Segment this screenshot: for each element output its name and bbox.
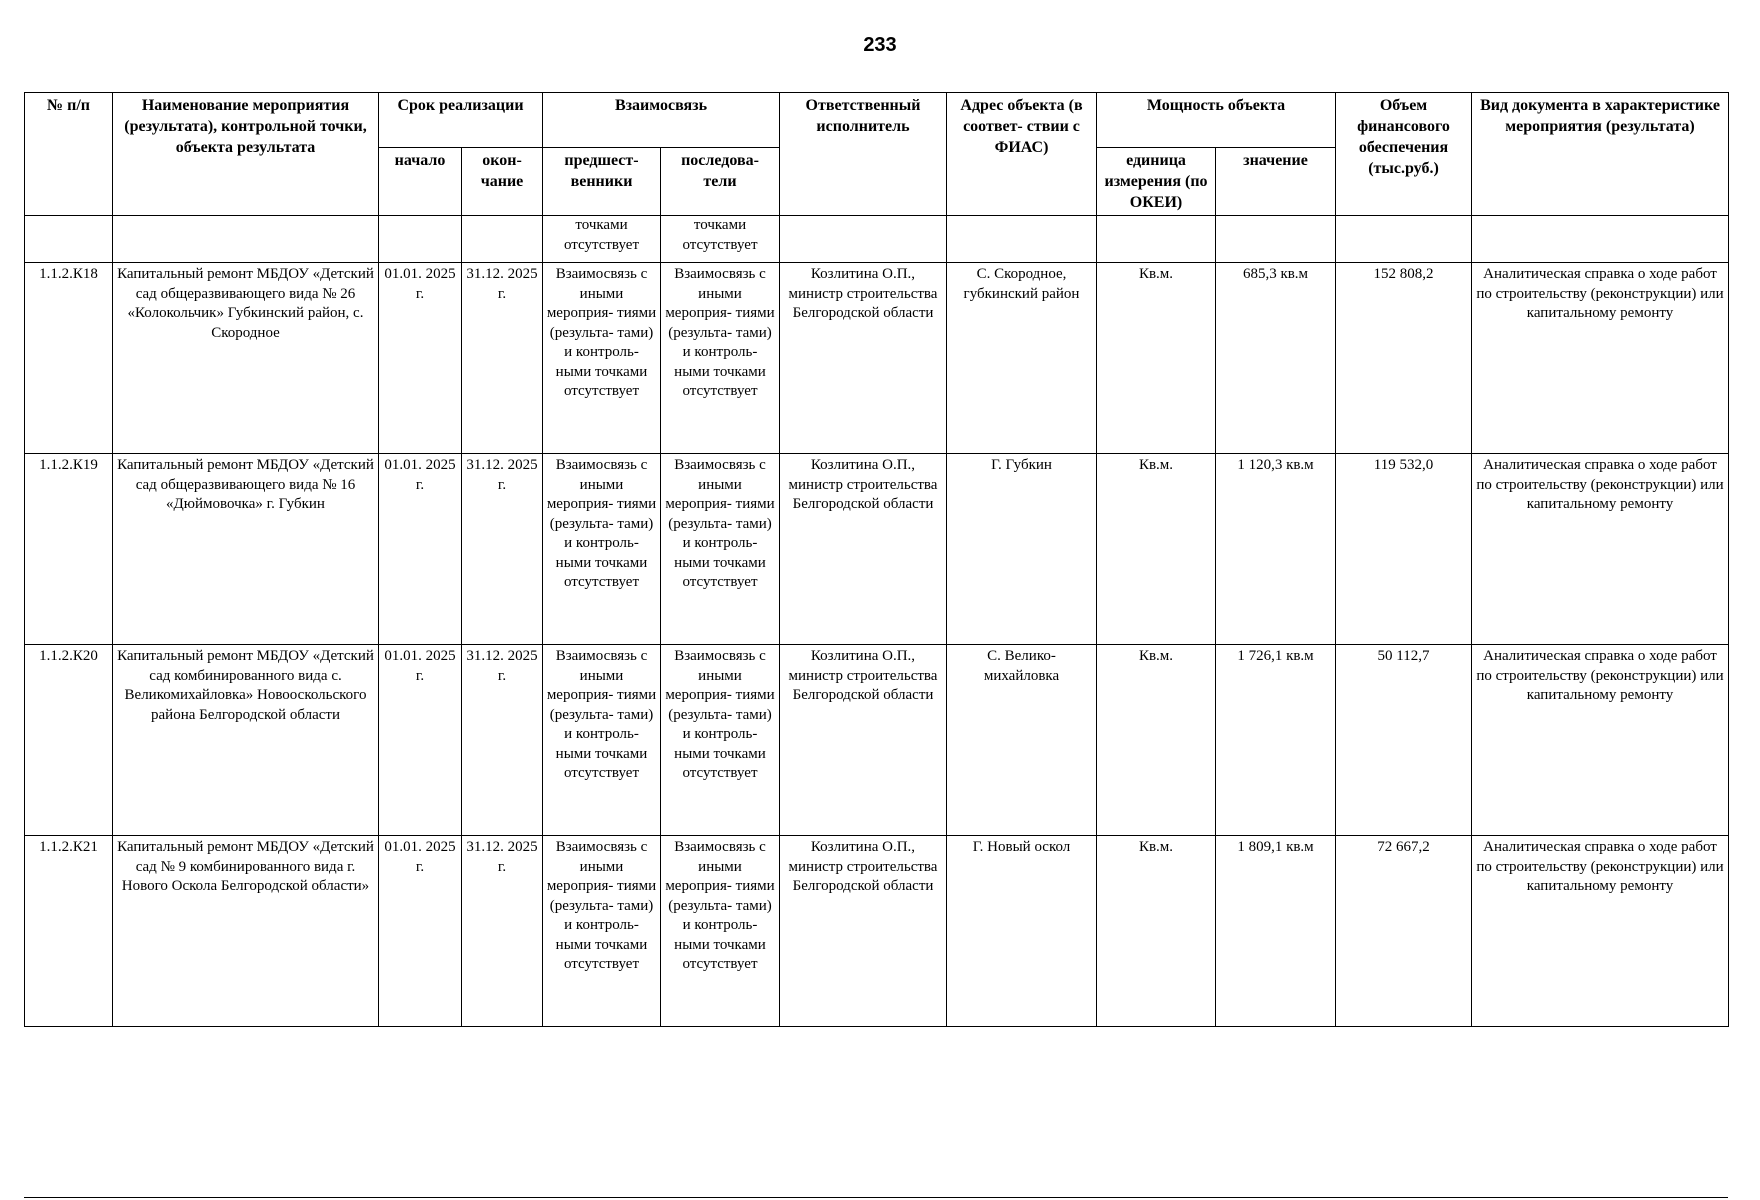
row-funding: 50 112,7: [1336, 645, 1472, 836]
row-name: Капитальный ремонт МБДОУ «Детский сад № 9 комбинированного вида г. Нового Оскола Белгородской области»: [113, 836, 379, 1027]
row-responsible: Козлитина О.П., министр строительства Белгородской области: [780, 454, 947, 645]
row-prev: Взаимосвязь с иными мероприя- тиями (результа- тами) и контроль- ными точками отсутствует: [543, 263, 661, 454]
header-relation-next: последова- тели: [661, 148, 780, 216]
page-number: 233: [863, 34, 897, 56]
row-responsible: Козлитина О.П., министр строительства Белгородской области: [780, 836, 947, 1027]
row-value: 1 809,1 кв.м: [1216, 836, 1336, 1027]
header-capacity-unit: единица измерения (по ОКЕИ): [1097, 148, 1216, 216]
row-id: 1.1.2.К19: [25, 454, 113, 645]
row-doc: Аналитическая справка о ходе работ по строительству (реконструкции) или капитальному ремонту: [1472, 836, 1729, 1027]
table-row: [25, 263, 1729, 454]
continuation-prev: точками отсутствует: [543, 216, 661, 263]
header-name: Наименование мероприятия (результата), контрольной точки, объекта результата: [113, 93, 379, 216]
row-name: Капитальный ремонт МБДОУ «Детский сад общеразвивающего вида № 16 «Дюймовочка» г. Губкин: [113, 454, 379, 645]
row-unit: Кв.м.: [1097, 263, 1216, 454]
table-header: [25, 93, 1729, 216]
bottom-rule: [24, 1197, 1728, 1198]
row-address: Г. Губкин: [947, 454, 1097, 645]
row-value: 1 120,3 кв.м: [1216, 454, 1336, 645]
row-responsible: Козлитина О.П., министр строительства Белгородской области: [780, 645, 947, 836]
header-doc-type: Вид документа в характеристике мероприятия (результата): [1472, 93, 1729, 216]
row-next: Взаимосвязь с иными мероприя- тиями (результа- тами) и контроль- ными точками отсутствует: [661, 454, 780, 645]
row-funding: 152 808,2: [1336, 263, 1472, 454]
header-term: Срок реализации: [379, 93, 543, 148]
row-name: Капитальный ремонт МБДОУ «Детский сад общеразвивающего вида № 26 «Колокольчик» Губкинский район, с. Скородное: [113, 263, 379, 454]
row-unit: Кв.м.: [1097, 836, 1216, 1027]
row-end: 31.12. 2025 г.: [462, 263, 543, 454]
table-row: [25, 645, 1729, 836]
row-value: 1 726,1 кв.м: [1216, 645, 1336, 836]
row-address: Г. Новый оскол: [947, 836, 1097, 1027]
row-start: 01.01. 2025 г.: [379, 645, 462, 836]
row-name: Капитальный ремонт МБДОУ «Детский сад комбинированного вида с. Великомихайловка» Новооскольского района Белгородской области: [113, 645, 379, 836]
continuation-next: точками отсутствует: [661, 216, 780, 263]
row-next: Взаимосвязь с иными мероприя- тиями (результа- тами) и контроль- ными точками отсутствует: [661, 645, 780, 836]
row-funding: 72 667,2: [1336, 836, 1472, 1027]
row-doc: Аналитическая справка о ходе работ по строительству (реконструкции) или капитальному ремонту: [1472, 454, 1729, 645]
row-id: 1.1.2.К18: [25, 263, 113, 454]
row-responsible: Козлитина О.П., министр строительства Белгородской области: [780, 263, 947, 454]
header-address: Адрес объекта (в соответ- ствии с ФИАС): [947, 93, 1097, 216]
row-end: 31.12. 2025 г.: [462, 645, 543, 836]
row-unit: Кв.м.: [1097, 645, 1216, 836]
header-funding: Объем финансового обеспечения (тыс.руб.): [1336, 93, 1472, 216]
row-doc: Аналитическая справка о ходе работ по строительству (реконструкции) или капитальному ремонту: [1472, 645, 1729, 836]
row-next: Взаимосвязь с иными мероприя- тиями (результа- тами) и контроль- ными точками отсутствует: [661, 836, 780, 1027]
row-next: Взаимосвязь с иными мероприя- тиями (результа- тами) и контроль- ными точками отсутствует: [661, 263, 780, 454]
header-capacity: Мощность объекта: [1097, 93, 1336, 148]
activities-table: [24, 92, 1729, 1027]
row-address: С. Велико- михайловка: [947, 645, 1097, 836]
continuation-row: [25, 216, 1729, 263]
table-row: [25, 454, 1729, 645]
header-responsible: Ответственный исполнитель: [780, 93, 947, 216]
row-end: 31.12. 2025 г.: [462, 836, 543, 1027]
header-capacity-value: значение: [1216, 148, 1336, 216]
header-term-start: начало: [379, 148, 462, 216]
row-funding: 119 532,0: [1336, 454, 1472, 645]
table-row: [25, 836, 1729, 1027]
row-id: 1.1.2.К20: [25, 645, 113, 836]
row-value: 685,3 кв.м: [1216, 263, 1336, 454]
row-start: 01.01. 2025 г.: [379, 836, 462, 1027]
row-address: С. Скородное, губкинский район: [947, 263, 1097, 454]
row-prev: Взаимосвязь с иными мероприя- тиями (результа- тами) и контроль- ными точками отсутствует: [543, 454, 661, 645]
header-num: № п/п: [25, 93, 113, 216]
row-end: 31.12. 2025 г.: [462, 454, 543, 645]
header-relation-prev: предшест- венники: [543, 148, 661, 216]
row-unit: Кв.м.: [1097, 454, 1216, 645]
row-start: 01.01. 2025 г.: [379, 263, 462, 454]
header-relation: Взаимосвязь: [543, 93, 780, 148]
row-prev: Взаимосвязь с иными мероприя- тиями (результа- тами) и контроль- ными точками отсутствует: [543, 645, 661, 836]
header-term-end: окон- чание: [462, 148, 543, 216]
row-id: 1.1.2.К21: [25, 836, 113, 1027]
row-doc: Аналитическая справка о ходе работ по строительству (реконструкции) или капитальному ремонту: [1472, 263, 1729, 454]
row-prev: Взаимосвязь с иными мероприя- тиями (результа- тами) и контроль- ными точками отсутствует: [543, 836, 661, 1027]
row-start: 01.01. 2025 г.: [379, 454, 462, 645]
